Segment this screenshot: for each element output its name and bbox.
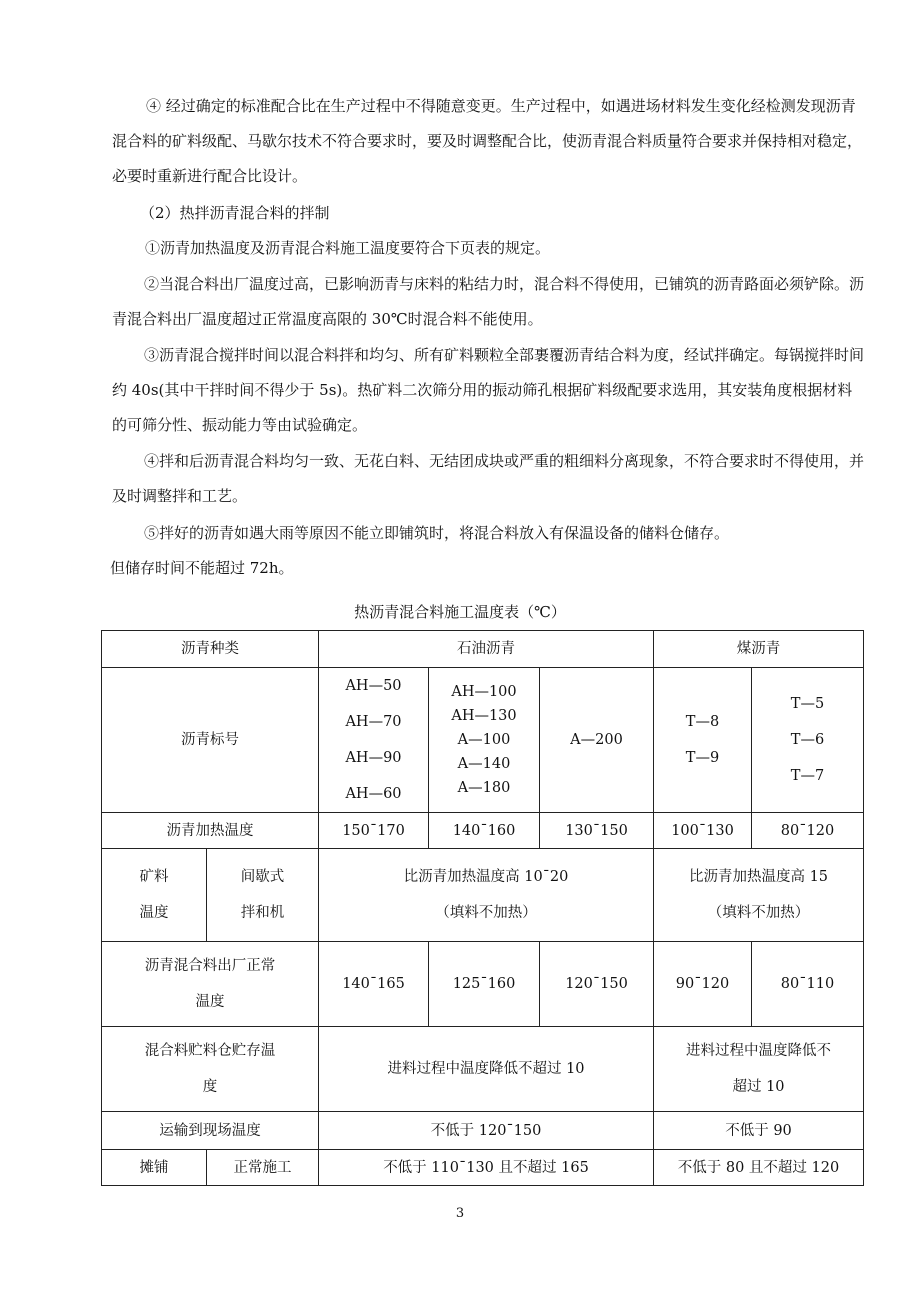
cell-transport-petroleum: 不低于 120¯150	[319, 1112, 654, 1150]
cell-petroleum-asphalt: 石油沥青	[319, 631, 654, 668]
label-line: 沥青混合料出厂正常	[144, 958, 276, 974]
table-row-asphalt-grade	[102, 668, 864, 813]
section-heading-mixing: （2）热拌沥青混合料的拌制	[140, 204, 330, 222]
label-line: 矿料	[139, 869, 169, 885]
cell-grade-col1	[319, 668, 429, 813]
cell-paving-petroleum: 不低于 110¯130 且不超过 165	[319, 1150, 654, 1186]
cell-output-value: 120¯150	[540, 942, 654, 1027]
cell-output-value: 90¯120	[654, 942, 752, 1027]
label-line: 温度	[139, 905, 169, 921]
paragraph-storage: ⑤拌好的沥青如遇大雨等原因不能立即铺筑时，将混合料放入有保温设备的储料仓储存。	[144, 524, 730, 542]
paragraph-storage-limit: 但储存时间不能超过 72h。	[110, 559, 294, 577]
paragraph-mixing-time: ③沥青混合搅拌时间以混合料拌和均匀、所有矿料颗粒全部裹覆沥青结合料为度，经试拌确定。每锅搅拌时间约 40s(其中干拌时间不得少于 5s)。热矿料二次筛分用的振动筛孔根据矿料级配要求选用，其安装角度根据材料的可筛分性、振动能力等由试验确定。	[112, 346, 865, 434]
cell-heating-temp-label: 沥青加热温度	[102, 813, 319, 849]
cell-heating-value: 140¯160	[429, 813, 540, 849]
cell-aggregate-coal	[654, 849, 864, 942]
value-line: 超过 10	[732, 1079, 785, 1095]
grade-value: T—5	[790, 696, 825, 712]
grade-value: AH—90	[345, 750, 402, 766]
cell-transport-coal: 不低于 90	[654, 1112, 864, 1150]
cell-paving-label: 摊铺	[102, 1150, 207, 1186]
cell-batch-mixer-label	[207, 849, 319, 942]
cell-output-value: 125¯160	[429, 942, 540, 1027]
grade-value: A—100	[457, 732, 511, 748]
value-line: 比沥青加热温度高 10¯20	[403, 869, 569, 885]
grade-value: A—180	[457, 780, 511, 796]
paragraph-overheat: ②当混合料出厂温度过高，已影响沥青与床料的粘结力时，混合料不得使用，已铺筑的沥青路面必须铲除。沥青混合料出厂温度超过正常温度高限的 30℃时混合料不能使用。	[112, 275, 865, 328]
grade-value: T—9	[685, 750, 720, 766]
cell-asphalt-type-label: 沥青种类	[102, 631, 319, 668]
cell-storage-temp-label	[102, 1027, 319, 1112]
cell-storage-petroleum: 进料过程中温度降低不超过 10	[319, 1027, 654, 1112]
value-line: 比沥青加热温度高 15	[688, 869, 829, 885]
table-row-heating-temp	[102, 813, 864, 849]
paragraph-uniformity: ④拌和后沥青混合料均匀一致、无花白料、无结团成块或严重的粗细料分离现象，不符合要求时不得使用，并及时调整拌和工艺。	[112, 452, 865, 505]
value-line: 进料过程中温度降低不	[686, 1043, 831, 1059]
cell-grade-col3: A—200	[540, 668, 654, 813]
cell-aggregate-petroleum	[319, 849, 654, 942]
label-line: 度	[202, 1079, 218, 1095]
table-caption: 热沥青混合料施工温度表（℃）	[354, 603, 566, 621]
page-number: 3	[455, 1206, 465, 1221]
cell-heating-value: 130¯150	[540, 813, 654, 849]
cell-grade-col2	[429, 668, 540, 813]
cell-heating-value: 100¯130	[654, 813, 752, 849]
cell-output-temp-label	[102, 942, 319, 1027]
cell-coal-asphalt: 煤沥青	[654, 631, 864, 668]
label-line: 温度	[195, 994, 225, 1010]
grade-value: A—140	[457, 756, 511, 772]
table-row-transport-temp	[102, 1112, 864, 1150]
grade-value: T—6	[790, 732, 825, 748]
cell-output-value: 80¯110	[752, 942, 864, 1027]
temperature-table	[101, 630, 864, 1186]
cell-asphalt-grade-label: 沥青标号	[102, 668, 319, 813]
grade-value: T—7	[790, 768, 825, 784]
table-row-paving-temp	[102, 1150, 864, 1186]
table-row-asphalt-type	[102, 631, 864, 668]
value-line: （填料不加热）	[435, 905, 537, 921]
table-row-storage-temp	[102, 1027, 864, 1112]
value-line: （填料不加热）	[707, 905, 810, 921]
grade-value: AH—50	[345, 678, 402, 694]
cell-storage-coal	[654, 1027, 864, 1112]
label-line: 混合料贮料仓贮存温	[144, 1043, 276, 1059]
table-row-aggregate-temp	[102, 849, 864, 942]
cell-transport-temp-label: 运输到现场温度	[102, 1112, 319, 1150]
cell-grade-col4	[654, 668, 752, 813]
cell-heating-value: 150¯170	[319, 813, 429, 849]
paragraph-mix-ratio: ④ 经过确定的标准配合比在生产过程中不得随意变更。生产过程中，如遇进场材料发生变化经检测发现沥青混合料的矿料级配、马歇尔技术不符合要求时，要及时调整配合比，使沥青混合料质量符合要求并保持相对稳定，必要时重新进行配合比设计。	[112, 97, 863, 185]
grade-value: AH—70	[345, 714, 402, 730]
cell-heating-value: 80¯120	[752, 813, 864, 849]
cell-grade-col5	[752, 668, 864, 813]
table-row-output-temp	[102, 942, 864, 1027]
cell-output-value: 140¯165	[319, 942, 429, 1027]
cell-aggregate-temp-label	[102, 849, 207, 942]
label-line: 间歇式	[240, 869, 285, 885]
paragraph-heating-temp: ①沥青加热温度及沥青混合料施工温度要符合下页表的规定。	[145, 239, 551, 257]
cell-normal-construction-label: 正常施工	[207, 1150, 319, 1186]
label-line: 拌和机	[240, 905, 285, 921]
grade-value: T—8	[685, 714, 720, 730]
grade-value: AH—60	[345, 786, 402, 802]
grade-value: AH—100	[451, 684, 517, 700]
grade-value: AH—130	[451, 708, 517, 724]
cell-paving-coal: 不低于 80 且不超过 120	[654, 1150, 864, 1186]
